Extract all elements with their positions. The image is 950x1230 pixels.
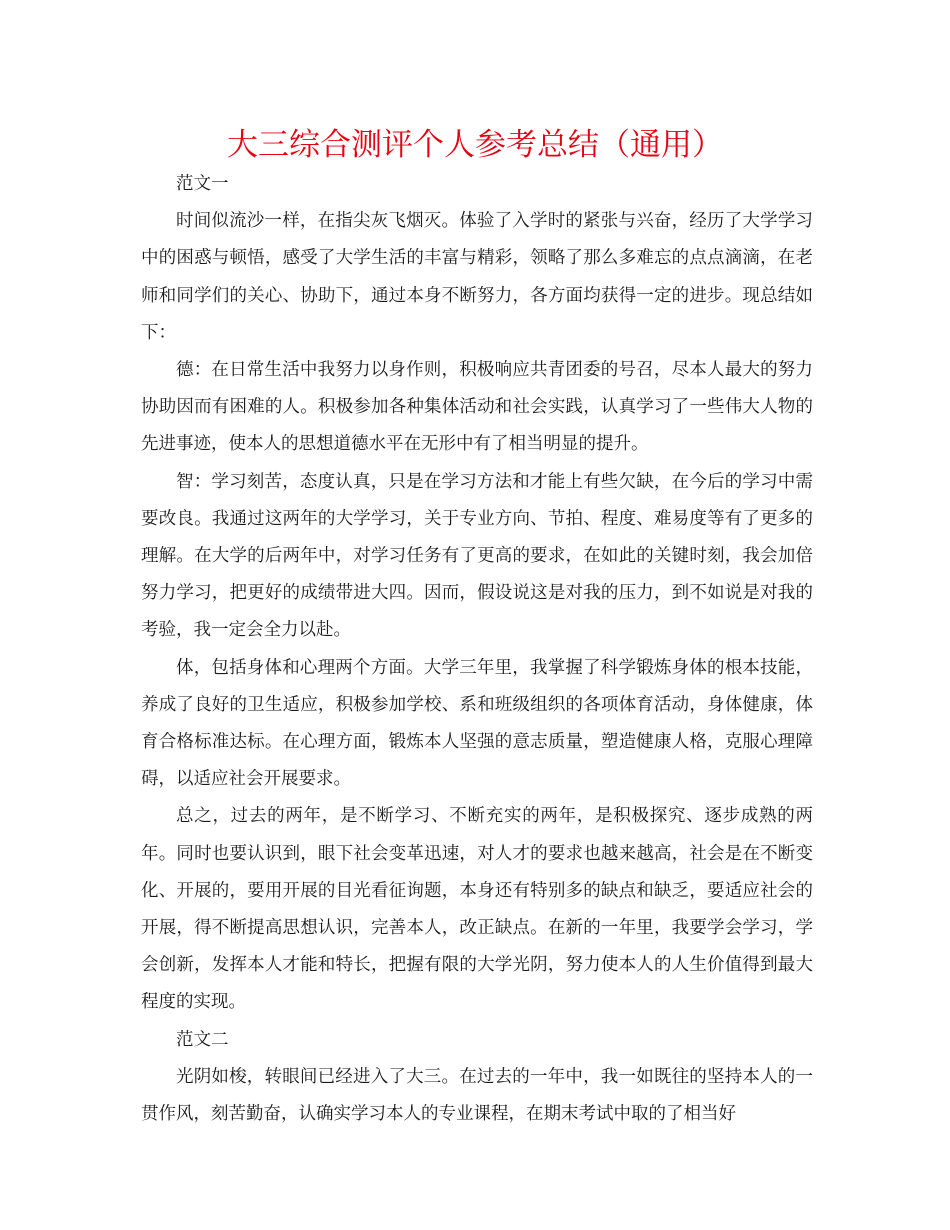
body-paragraph-intellect: 智：学习刻苦，态度认真，只是在学习方法和才能上有些欠缺，在今后的学习中需要改良。我通过这两年的大学学习，关于专业方向、节拍、程度、难易度等有了更多的理解。在大学的后两年中，对学习任务有了更高的要求，在如此的关键时刻，我会加倍努力学习，把更好的成绩带进大四。因而，假设说这是对我的压力，到不如说是对我的考验，我一定会全力以赴。 [141, 471, 813, 641]
body-paragraph-morality: 德：在日常生活中我努力以身作则，积极响应共青团委的号召，尽本人最大的努力协助因而有困难的人。积极参加各种集体活动和社会实践，认真学习了一些伟大人物的先进事迹，使本人的思想道德水平在无形中有了相当明显的提升。 [141, 360, 813, 455]
body-paragraph-intro: 时间似流沙一样，在指尖灰飞烟灭。体验了入学时的紧张与兴奋，经历了大学学习中的困惑与顿悟，感受了大学生活的丰富与精彩，领略了那么多难忘的点点滴滴，在老师和同学们的关心、协助下，通过本身不断努力，各方面均获得一定的进步。现总结如下： [141, 211, 813, 343]
document-title: 大三综合测评个人参考总结（通用） [227, 127, 723, 163]
section-heading-sample-1: 范文一 [176, 174, 229, 194]
section-heading-sample-2: 范文二 [176, 1029, 229, 1050]
document-body [141, 166, 813, 1133]
body-paragraph-conclusion: 总之，过去的两年，是不断学习、不断充实的两年，是积极探究、逐步成熟的两年。同时也要认识到，眼下社会变革迅速，对人才的要求也越来越高，社会是在不断变化、开展的，要用开展的目光看征询题，本身还有特别多的缺点和缺乏，要适应社会的开展，得不断提高思想认识，完善本人，改正缺点。在新的一年里，我要学会学习，学会创新，发挥本人才能和特长，把握有限的大学光阴，努力使本人的人生价值得到最大程度的实现。 [141, 806, 813, 1013]
body-paragraph-physical: 体，包括身体和心理两个方面。大学三年里，我掌握了科学锻炼身体的根本技能，养成了良好的卫生适应，积极参加学校、系和班级组织的各项体育活动，身体健康，体育合格标准达标。在心理方面，锻炼本人坚强的意志质量，塑造健康人格，克服心理障碍，以适应社会开展要求。 [141, 657, 813, 790]
body-paragraph-sample-2-intro: 光阴如梭，转眼间已经进入了大三。在过去的一年中，我一如既往的坚持本人的一贯作风，刻苦勤奋，认确实学习本人的专业课程，在期末考试中取的了相当好 [141, 1066, 813, 1125]
